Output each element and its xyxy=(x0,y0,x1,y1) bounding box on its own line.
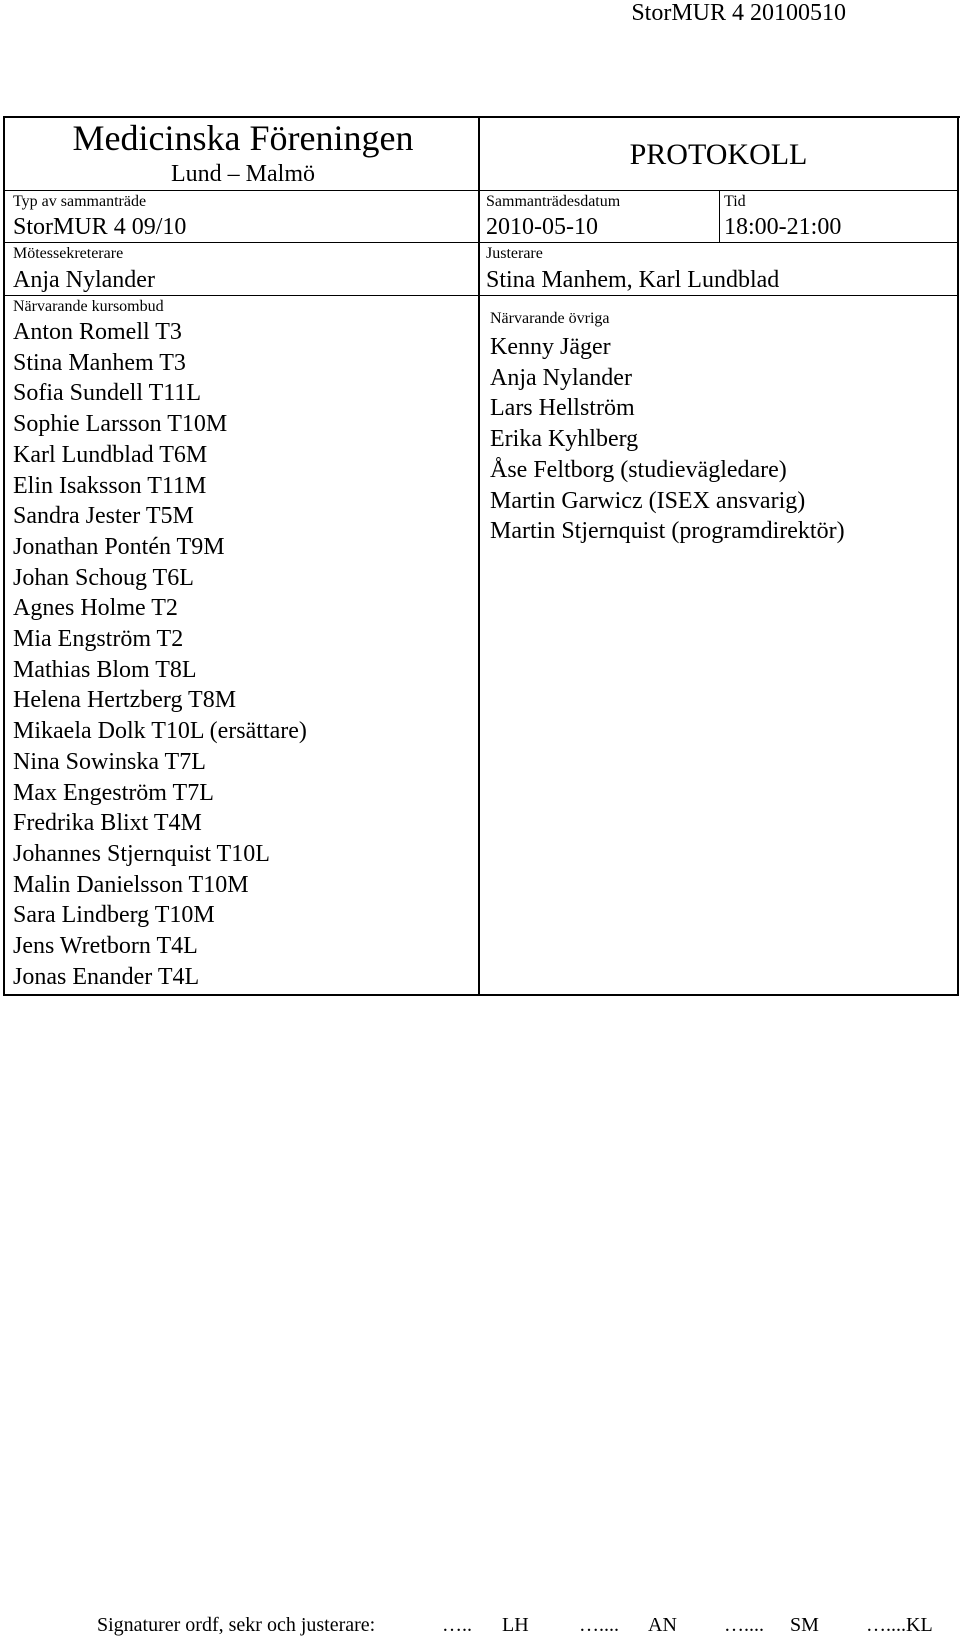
signature-initials-lh: LH xyxy=(502,1614,529,1636)
course-reps-label: Närvarande kursombud xyxy=(13,298,164,315)
signature-dots-2: ….... xyxy=(579,1614,619,1636)
signature-dots-kl: …....KL xyxy=(866,1614,933,1636)
others-list xyxy=(490,332,845,547)
list-item: Anton Romell T3 xyxy=(13,319,182,345)
list-item: Helena Hertzberg T8M xyxy=(13,687,237,714)
date-label: Sammanträdesdatum xyxy=(486,193,621,210)
secretary-label: Mötessekreterare xyxy=(13,245,124,262)
list-item: Johannes Stjernquist T10L xyxy=(13,840,270,867)
list-item: Johan Schoug T6L xyxy=(13,564,194,591)
signature-label: Signaturer ordf, sekr och justerare: xyxy=(97,1614,376,1636)
adjusters-label: Justerare xyxy=(486,245,543,262)
others-label: Närvarande övriga xyxy=(490,310,610,327)
list-item: Jonas Enander T4L xyxy=(13,963,200,990)
list-item: Anja Nylander xyxy=(490,364,632,391)
list-item: Jonathan Pontén T9M xyxy=(13,533,225,560)
secretary-value: Anja Nylander xyxy=(13,267,155,293)
list-item: Malin Danielsson T10M xyxy=(13,871,249,898)
org-name: Medicinska Föreningen xyxy=(72,118,414,158)
list-item: Fredrika Blixt T4M xyxy=(13,810,202,837)
list-item: Elin Isaksson T11M xyxy=(13,472,207,499)
list-item: Sara Lindberg T10M xyxy=(13,902,215,929)
signature-initials-sm: SM xyxy=(790,1614,819,1636)
adjusters-value: Stina Manhem, Karl Lundblad xyxy=(486,267,780,293)
signature-dots-1: ….. xyxy=(442,1614,472,1636)
list-item: Agnes Holme T2 xyxy=(13,595,178,622)
list-item: Mathias Blom T8L xyxy=(13,656,197,683)
date-value: 2010-05-10 xyxy=(486,214,598,240)
list-item: Martin Garwicz (ISEX ansvarig) xyxy=(490,487,806,514)
list-item: Erika Kyhlberg xyxy=(490,426,639,453)
list-item: Jens Wretborn T4L xyxy=(13,933,198,960)
header-doc-ref: StorMUR 4 20100510 xyxy=(631,0,846,26)
meeting-type-label: Typ av sammanträde xyxy=(13,193,147,210)
list-item: Lars Hellström xyxy=(490,395,635,422)
list-item: Kenny Jäger xyxy=(490,334,611,360)
org-subtitle: Lund – Malmö xyxy=(171,161,315,187)
list-item: Mikaela Dolk T10L (ersättare) xyxy=(13,718,307,745)
list-item: Nina Sowinska T7L xyxy=(13,748,206,775)
list-item: Sofia Sundell T11L xyxy=(13,380,201,407)
list-item: Martin Stjernquist (programdirektör) xyxy=(490,518,845,545)
list-item: Mia Engström T2 xyxy=(13,626,184,653)
signature-dots-3: ….... xyxy=(724,1614,764,1636)
meeting-type-value: StorMUR 4 09/10 xyxy=(13,214,187,240)
list-item: Sandra Jester T5M xyxy=(13,503,194,530)
list-item: Karl Lundblad T6M xyxy=(13,441,208,468)
list-item: Stina Manhem T3 xyxy=(13,349,186,376)
list-item: Max Engeström T7L xyxy=(13,779,214,806)
signature-initials-an: AN xyxy=(648,1614,677,1636)
list-item: Sophie Larsson T10M xyxy=(13,411,228,438)
course-reps-list xyxy=(13,317,307,992)
doc-type-title: PROTOKOLL xyxy=(629,138,808,171)
time-value: 18:00-21:00 xyxy=(724,214,842,240)
list-item: Åse Feltborg (studievägledare) xyxy=(490,456,787,483)
time-label: Tid xyxy=(724,193,746,210)
